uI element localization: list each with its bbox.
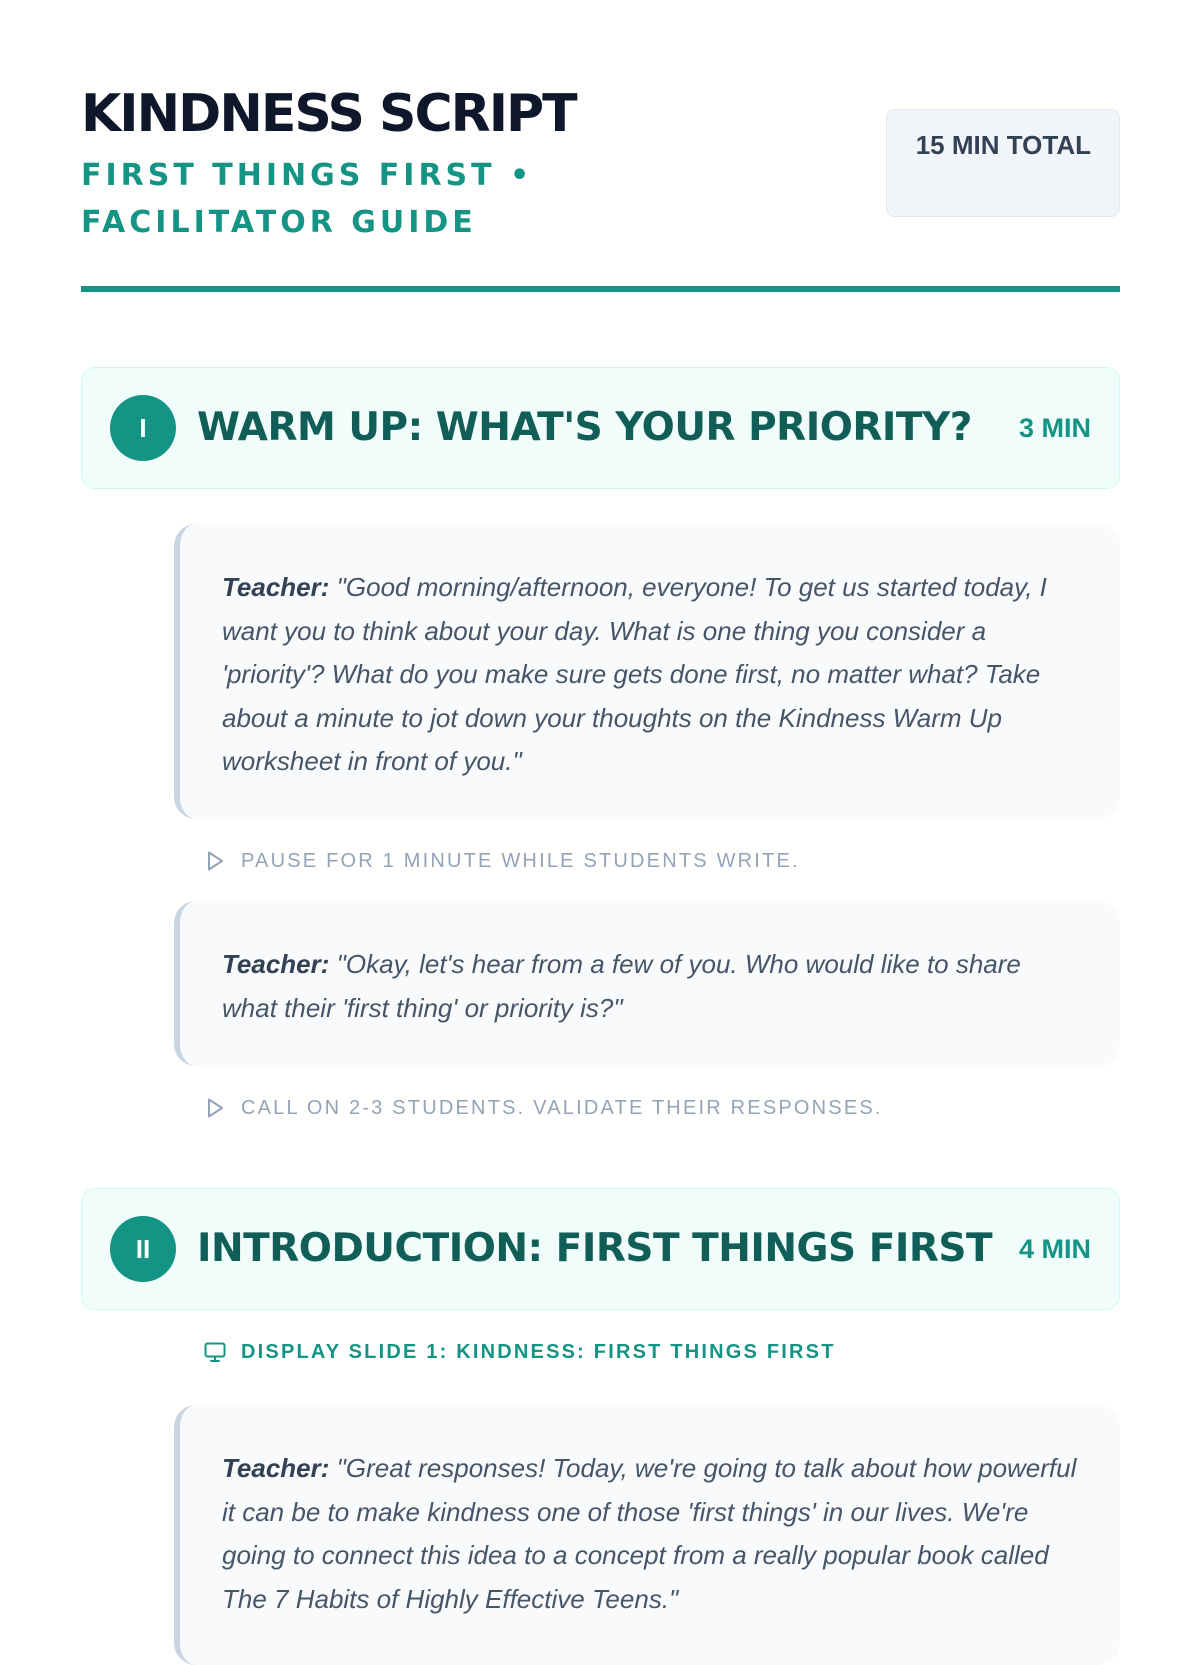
speaker-label: Teacher:: [222, 1453, 330, 1483]
speaker-label: Teacher:: [222, 949, 330, 979]
document-subtitle: FIRST THINGS FIRST • FACILITATOR GUIDE: [81, 158, 534, 240]
section-duration: 4 MIN: [1018, 1234, 1091, 1264]
section-title: INTRODUCTION: FIRST THINGS FIRST: [197, 1226, 993, 1271]
document-title: KINDNESS SCRIPT: [81, 84, 576, 144]
section-header-introduction: [81, 1188, 1120, 1310]
section-header-warm-up: [81, 367, 1120, 489]
play-outline-icon: [203, 849, 227, 873]
monitor-icon: [203, 1340, 227, 1364]
section-numeral: I: [110, 395, 176, 461]
stage-direction-text: PAUSE FOR 1 MINUTE WHILE STUDENTS WRITE.: [241, 850, 800, 872]
section-title: WARM UP: WHAT'S YOUR PRIORITY?: [197, 405, 972, 450]
slide-direction-text: DISPLAY SLIDE 1: KINDNESS: FIRST THINGS FIRST: [241, 1341, 836, 1363]
play-outline-icon: [203, 1096, 227, 1120]
header-divider: [81, 286, 1120, 292]
section-duration: 3 MIN: [1018, 413, 1091, 443]
teacher-script-box: [174, 901, 1120, 1066]
teacher-script-box: [174, 1405, 1120, 1665]
script-text: "Okay, let's hear from a few of you. Who would like to share what their 'first thing' or priority is?": [222, 949, 1021, 1023]
script-text: "Great responses! Today, we're going to talk about how powerful it can be to make kindness one of those 'first things' in our lives. We're going to connect this idea to a concept from a really popular book called The 7 Habits of Highly Effective Teens.": [222, 1453, 1077, 1614]
stage-direction-text: CALL ON 2-3 STUDENTS. VALIDATE THEIR RESPONSES.: [241, 1097, 883, 1119]
teacher-script-box: [174, 524, 1120, 819]
total-duration-badge: 15 MIN TOTAL: [886, 109, 1120, 217]
section-numeral: II: [110, 1216, 176, 1282]
script-text: "Good morning/afternoon, everyone! To get us started today, I want you to think about your day. What is one thing you consider a 'priority'? What do you make sure gets done first, no matter what? Take about a minute to jot down your thoughts on the Kindness Warm Up worksheet in front of you.": [222, 572, 1047, 776]
speaker-label: Teacher:: [222, 572, 330, 602]
